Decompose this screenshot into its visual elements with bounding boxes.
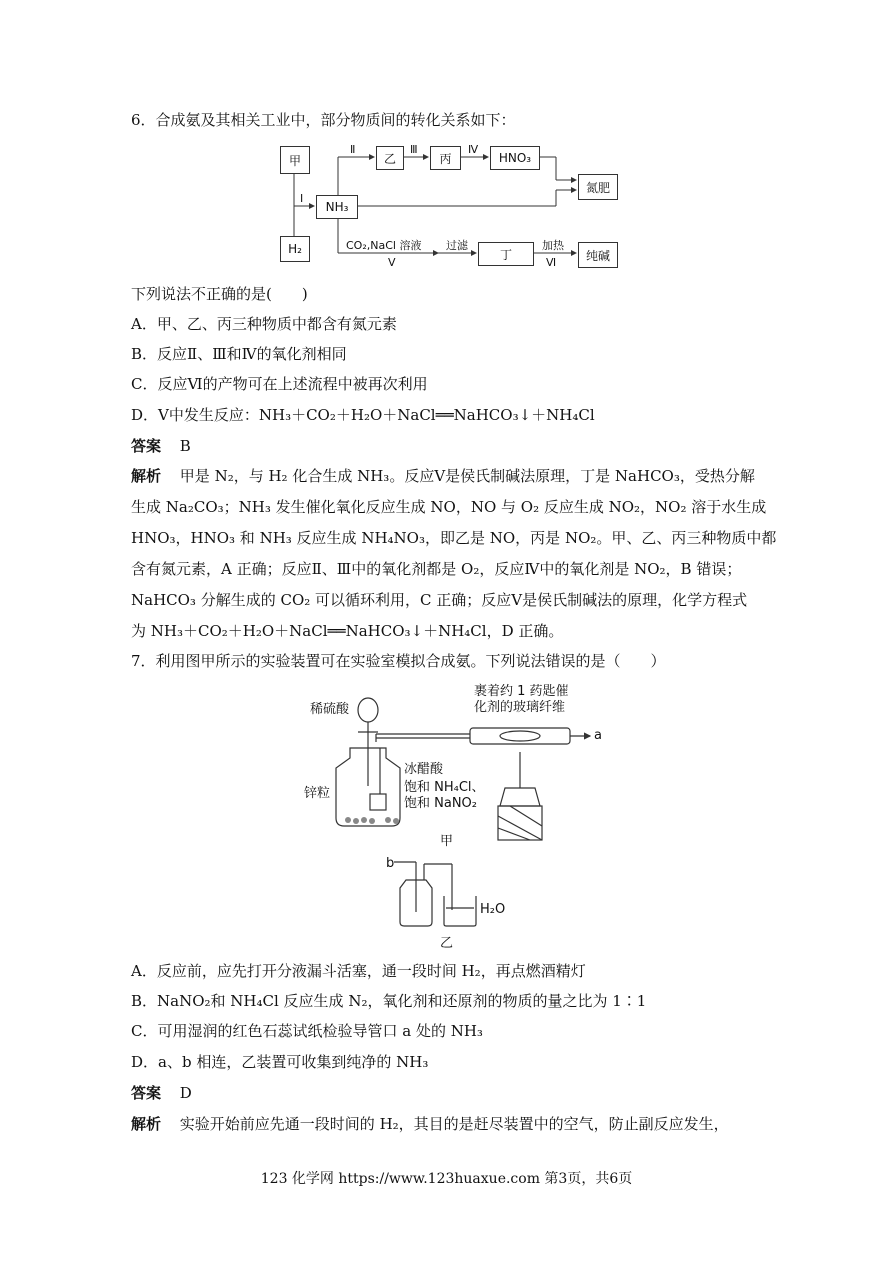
q7-analysis-line: 实验开始前应先通一段时间的 H₂，其目的是赶尽装置中的空气，防止副反应发生， — [179, 1115, 729, 1133]
q7-answer: D — [179, 1084, 192, 1102]
q7-answer-row — [131, 1083, 192, 1103]
caption-yi: 乙 — [440, 936, 454, 951]
q7-option-c: C．可用湿润的红色石蕊试纸检验导管口 a 处的 NH₃ — [131, 1022, 483, 1040]
q7-analysis-row-0 — [131, 1114, 729, 1134]
q6-diagram — [270, 140, 630, 270]
label-co2: CO₂,NaCl 溶液 — [346, 239, 422, 252]
apparatus-yi — [380, 856, 530, 948]
q6-answer-label: 答案 — [131, 437, 162, 455]
label-baohe1: 饱和 NH₄Cl、 — [404, 780, 485, 795]
label-a: a — [594, 728, 602, 743]
q6-analysis-label: 解析 — [131, 467, 162, 485]
caption-jia: 甲 — [440, 834, 454, 849]
q7-option-d: D．a、b 相连，乙装置可收集到纯净的 NH₃ — [131, 1053, 429, 1071]
q6-analysis-row-0 — [131, 466, 755, 486]
q6-stem: 6．合成氨及其相关工业中，部分物质间的转化关系如下： — [131, 111, 516, 129]
q7-option-a: A．反应前，应先打开分液漏斗活塞，通一段时间 H₂，再点燃酒精灯 — [131, 962, 586, 980]
label-cuihua1: 裹着约 1 药匙催 — [474, 684, 569, 699]
label-baohe2: 饱和 NaNO₂ — [404, 796, 477, 811]
box-chunjian: 纯碱 — [578, 242, 618, 268]
box-nh3: NH₃ — [316, 195, 358, 219]
label-bingcusuan: 冰醋酸 — [404, 762, 444, 777]
q6-analysis-line: 生成 Na₂CO₃；NH₃ 发生催化氧化反应生成 NO，NO 与 O₂ 反应生成 NO₂，NO₂ 溶于水生成 — [131, 498, 767, 516]
label-h2o: H₂O — [480, 902, 506, 917]
box-danfei: 氮肥 — [578, 174, 618, 200]
box-bing: 丙 — [430, 146, 461, 170]
q6-analysis-line: HNO₃，HNO₃ 和 NH₃ 反应生成 NH₄NO₃，即乙是 NO，丙是 NO₂。甲、乙、丙三种物质中都 — [131, 529, 777, 547]
q6-option-c: C．反应Ⅵ的产物可在上述流程中被再次利用 — [131, 375, 428, 393]
label-cuihua2: 化剂的玻璃纤维 — [474, 700, 566, 715]
label-r1: Ⅰ — [300, 192, 304, 205]
label-r5: Ⅴ — [388, 256, 396, 269]
label-xiliusuan: 稀硫酸 — [310, 702, 350, 717]
q6-analysis-line: 甲是 N₂，与 H₂ 化合生成 NH₃。反应Ⅴ是侯氏制碱法原理，丁是 NaHCO₃，受热分解 — [179, 467, 755, 485]
label-r6: Ⅵ — [546, 256, 557, 269]
box-h2: H₂ — [280, 236, 310, 262]
label-r4: Ⅳ — [468, 143, 479, 156]
q6-answer-row — [131, 436, 191, 456]
q6-option-a: A．甲、乙、丙三种物质中都含有氮元素 — [131, 315, 397, 333]
label-xinli: 锌粒 — [304, 786, 331, 801]
q6-analysis-line: 为 NH₃＋CO₂＋H₂O＋NaCl══NaHCO₃↓＋NH₄Cl，D 正确。 — [131, 622, 564, 640]
box-yi: 乙 — [376, 146, 404, 170]
label-jiare: 加热 — [542, 239, 564, 252]
q6-analysis-line: 含有氮元素，A 正确；反应Ⅱ、Ⅲ中的氧化剂都是 O₂，反应Ⅳ中的氧化剂是 NO₂，B 错误； — [131, 560, 742, 578]
page-footer: 123 化学网 https://www.123huaxue.com 第3页，共6页 — [260, 1171, 633, 1187]
label-r2: Ⅱ — [350, 143, 356, 156]
q6-answer: B — [179, 437, 191, 455]
box-ding: 丁 — [478, 242, 534, 266]
q7-figure-jia — [300, 676, 620, 856]
q7-answer-label: 答案 — [131, 1084, 162, 1102]
q6-question: 下列说法不正确的是( ) — [131, 285, 308, 303]
q6-option-b: B．反应Ⅱ、Ⅲ和Ⅳ的氧化剂相同 — [131, 345, 347, 363]
q7-analysis-label: 解析 — [131, 1115, 162, 1133]
box-jia: 甲 — [280, 146, 310, 174]
q6-option-d: D．Ⅴ中发生反应：NH₃＋CO₂＋H₂O＋NaCl══NaHCO₃↓＋NH₄Cl — [131, 406, 595, 424]
q7-option-b: B．NaNO₂和 NH₄Cl 反应生成 N₂，氧化剂和还原剂的物质的量之比为 1∶1 — [131, 992, 647, 1010]
q7-stem: 7．利用图甲所示的实验装置可在实验室模拟合成氨。下列说法错误的是（ ） — [131, 652, 666, 670]
q7-figure-yi — [380, 856, 530, 951]
label-b: b — [386, 856, 395, 871]
label-guolv: 过滤 — [446, 239, 468, 252]
label-r3: Ⅲ — [410, 143, 418, 156]
box-hno3: HNO₃ — [490, 146, 540, 170]
q6-analysis-line: NaHCO₃ 分解生成的 CO₂ 可以循环利用，C 正确；反应Ⅴ是侯氏制碱法的原理，化学方程式 — [131, 591, 748, 609]
